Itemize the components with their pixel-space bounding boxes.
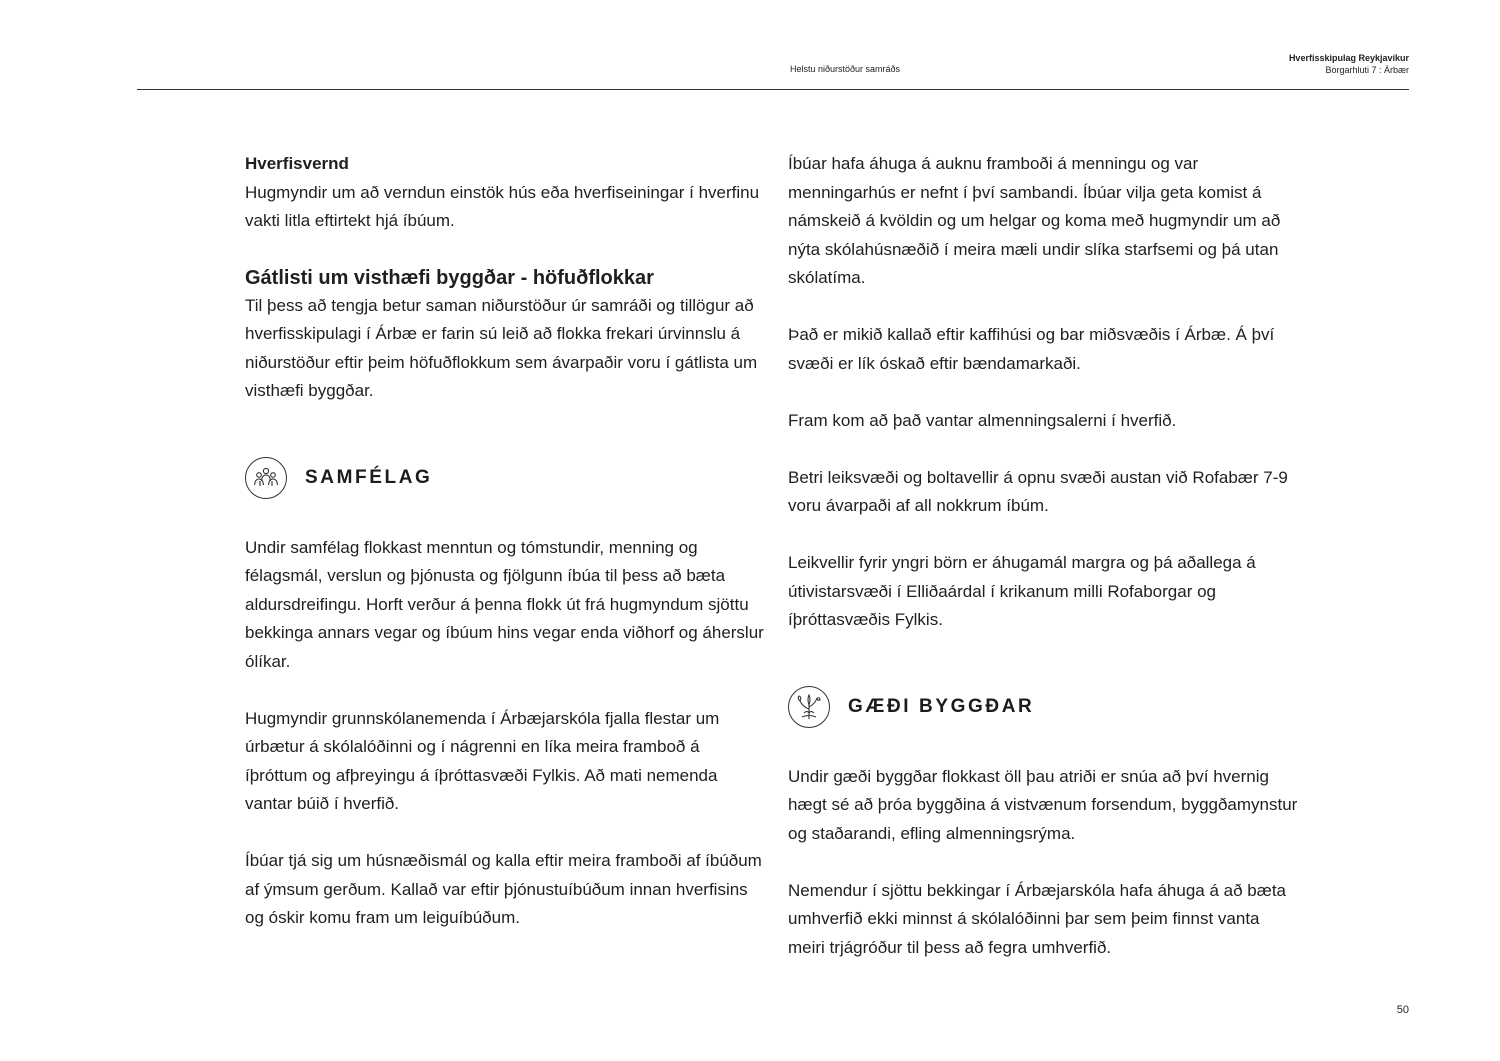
paragraph: Hugmyndir um að verndun einstök hús eða hverfiseiningar í hverfinu vakti litla eftirtekt hjá íbúum. (245, 182, 760, 230)
paragraph: Til þess að tengja betur saman niðurstöður úr samráði og tillögur að hverfisskipulagi í Árbæ er farin sú leið að flokka frekari úrvinnslu á niðurstöður eftir þeim höfuðflokkum sem ávarpaðir voru í gátlista um visthæfi byggðar. (245, 295, 758, 400)
document-title: Hverfisskipulag Reykjavíkur (1288, 53, 1409, 63)
section-header-samfelag (245, 456, 765, 500)
paragraph: Fram kom að það vantar almenningsalerni í hverfið. (788, 410, 1177, 430)
section-header-gaedi-byggdar (788, 685, 1298, 729)
paragraph: Íbúar tjá sig um húsnæðismál og kalla eftir meira framboði af íbúðum af ýmsum gerðum. Kallað var eftir þjónustuíbúðum innan hverfisins og óskir komu fram um leiguíbúðum. (245, 851, 762, 927)
left-column (245, 150, 765, 933)
right-column (788, 150, 1298, 962)
section-title: GÆÐI BYGGÐAR (848, 695, 1035, 717)
paragraph: Nemendur í sjöttu bekkingar í Árbæjarskóla hafa áhuga á að bæta umhverfið ekki minnst á skólalóðinni þar sem þeim finnst vanta meiri trjágróður til þess að fegra umhverfið. (788, 880, 1287, 957)
paragraph: Leikvellir fyrir yngri börn er áhugamál margra og þá aðallega á útivistarsvæði í Elliðaárdal í krikanum milli Rofaborgar og íþróttasvæðis Fylkis. (788, 553, 1256, 629)
paragraph: Undir gæði byggðar flokkast öll þau atriði er snúa að því hvernig hægt sé að þróa byggðina á vistvænum forsendum, byggðamynstur og staðarandi, efling almenningsrýma. (788, 766, 1298, 843)
running-header-document (1289, 52, 1409, 76)
paragraph: Það er mikið kallað eftir kaffihúsi og bar miðsvæðis í Árbæ. Á því svæði er lík óskað eftir bændamarkaði. (788, 325, 1275, 373)
paragraph: Íbúar hafa áhuga á auknu framboði á menningu og var menningarhús er nefnt í því sambandi. Íbúar vilja geta komist á námskeið á kvöldin og um helgar og koma með hugmyndir um að nýta skólahúsnæðið í meira mæli undir slíka starfsemi og þá utan skólatíma. (788, 154, 1281, 287)
running-header-section: Helstu niðurstöður samráðs (790, 64, 901, 74)
document-subtitle: Borgarhluti 7 : Árbær (1325, 65, 1409, 75)
section-title: SAMFÉLAG (305, 466, 433, 488)
paragraph: Undir samfélag flokkast menntun og tómstundir, menning og félagsmál, verslun og þjónusta og fjölgunn íbúa til þess að bæta aldursdreifingu. Horft verður á þenna flokk út frá hugmyndum sjöttu bekkinga annars vegar og íbúum hins vegar enda viðhorf og áherslur ólíkar. (245, 537, 764, 671)
people-group-icon (245, 457, 287, 499)
heading-hverfisvernd: Hverfisvernd (245, 154, 349, 173)
paragraph: Betri leiksvæði og boltavellir á opnu svæði austan við Rofabær 7-9 voru ávarpaði af all nokkrum íbúm. (788, 467, 1288, 515)
tree-icon (788, 686, 830, 728)
paragraph: Hugmyndir grunnskólanemenda í Árbæjarskóla fjalla flestar um úrbætur á skólalóðinni og í nágrenni en líka meira framboð á íþróttum og afþreyingu á íþróttasvæði Fylkis. Að mati nemenda vantar búið í hverfið. (245, 708, 720, 813)
heading-gatlisti: Gátlisti um visthæfi byggðar - höfuðflokkar (245, 266, 654, 289)
page-number: 50 (1396, 1004, 1409, 1016)
header-rule (137, 89, 1409, 90)
